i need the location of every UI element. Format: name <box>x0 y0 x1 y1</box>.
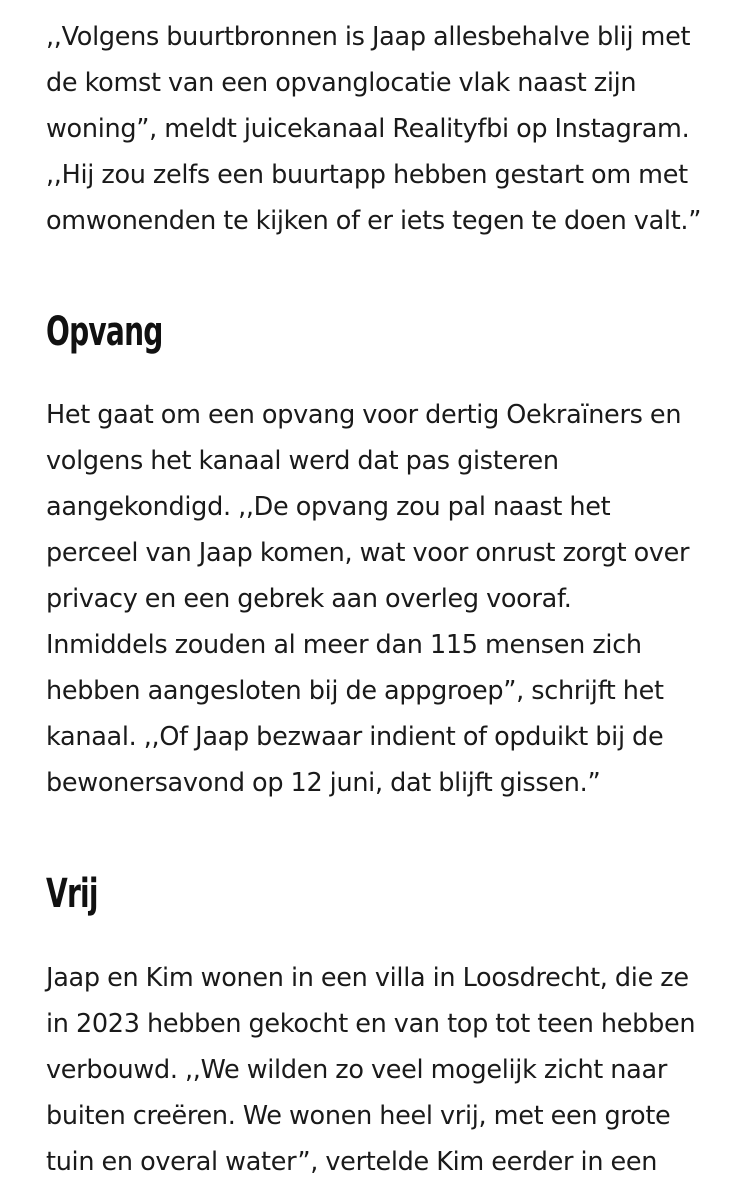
paragraph-line: woning”, meldt juicekanaal Realityfbi op Instagram. <box>46 114 690 144</box>
section-heading-opvang: Opvang <box>46 309 163 355</box>
paragraph-line: de komst van een opvanglocatie vlak naast zijn <box>46 68 637 98</box>
paragraph-line: bewonersavond op 12 juni, dat blijft gissen.” <box>46 768 601 798</box>
article-paragraph <box>46 955 695 1185</box>
paragraph-line: ,,Volgens buurtbronnen is Jaap allesbehalve blij met <box>46 22 691 52</box>
paragraph-line: verbouwd. ,,We wilden zo veel mogelijk zicht naar <box>46 1055 668 1085</box>
paragraph-line: perceel van Jaap komen, wat voor onrust zorgt over <box>46 538 690 568</box>
paragraph-line: Inmiddels zouden al meer dan 115 mensen zich <box>46 630 642 660</box>
paragraph-line: Jaap en Kim wonen in een villa in Loosdrecht, die ze <box>46 963 689 993</box>
paragraph-line: in 2023 hebben gekocht en van top tot teen hebben <box>46 1009 696 1039</box>
paragraph-line: volgens het kanaal werd dat pas gisteren <box>46 446 559 476</box>
paragraph-line: omwonenden te kijken of er iets tegen te doen valt.” <box>46 206 702 236</box>
article-paragraph <box>46 14 701 244</box>
paragraph-line: hebben aangesloten bij de appgroep”, schrijft het <box>46 676 664 706</box>
paragraph-line: aangekondigd. ,,De opvang zou pal naast het <box>46 492 611 522</box>
section-heading-vrij: Vrij <box>46 871 98 917</box>
paragraph-line: ,,Hij zou zelfs een buurtapp hebben gestart om met <box>46 160 688 190</box>
article-paragraph <box>46 392 689 806</box>
paragraph-line: kanaal. ,,Of Jaap bezwaar indient of opduikt bij de <box>46 722 664 752</box>
paragraph-line: Het gaat om een opvang voor dertig Oekraïners en <box>46 400 682 430</box>
paragraph-line: privacy en een gebrek aan overleg vooraf. <box>46 584 572 614</box>
paragraph-line: tuin en overal water”, vertelde Kim eerder in een <box>46 1147 658 1177</box>
paragraph-line: buiten creëren. We wonen heel vrij, met een grote <box>46 1101 671 1131</box>
